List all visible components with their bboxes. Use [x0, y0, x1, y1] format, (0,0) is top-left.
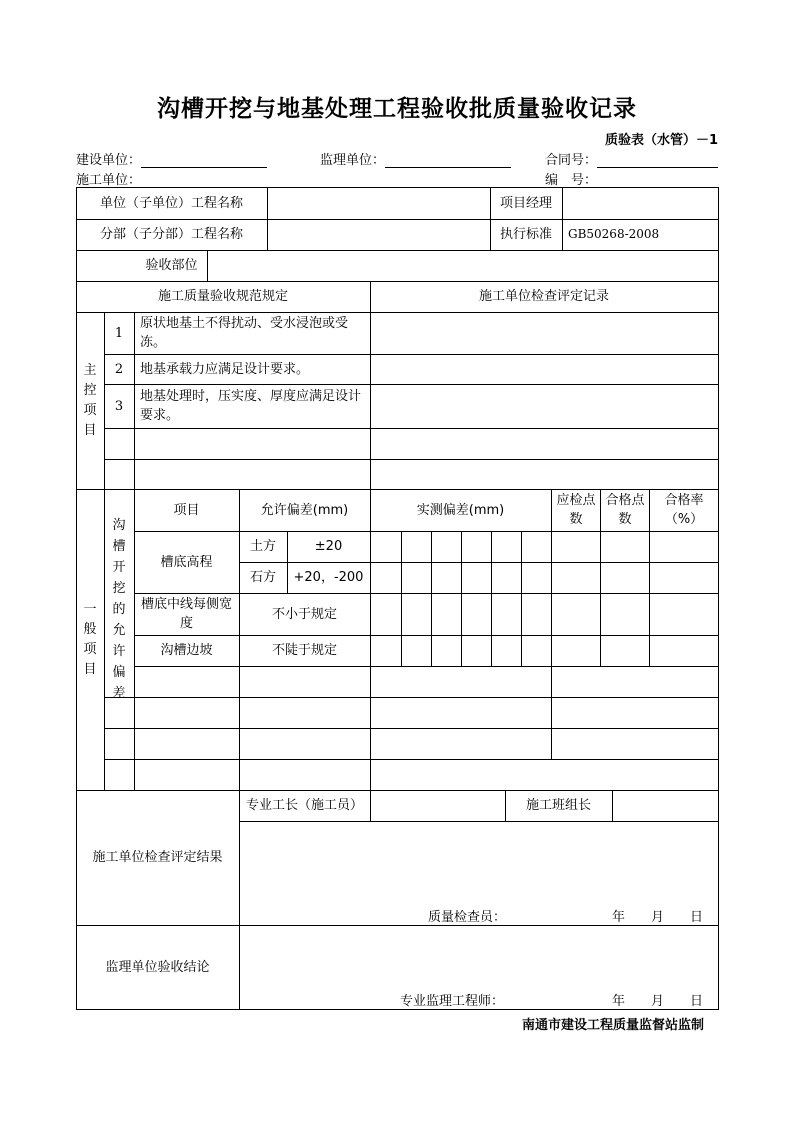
result-label: 施工单位检查评定结果	[92, 850, 223, 865]
standard-value: GB50268-2008	[568, 227, 660, 241]
general-label-char: 般	[83, 621, 97, 637]
serial-no-label: 编 号：	[545, 173, 598, 188]
sub-label-char: 开	[112, 559, 126, 575]
main-item-no: 1	[114, 325, 124, 341]
unit-project-value[interactable]	[267, 187, 490, 219]
width-label: 槽底中线每侧宽度	[140, 597, 232, 631]
col-passed-header: 合格点数	[605, 493, 645, 527]
general-items-label	[76, 489, 104, 790]
standard-label: 执行标准	[499, 227, 552, 242]
col-tolerance-header: 允许偏差(mm)	[260, 502, 349, 518]
trench-tolerance-label	[104, 489, 134, 729]
footer-issuer: 南通市建设工程质量监督站监制	[521, 1018, 704, 1033]
main-item-text: 地基承载力应满足设计要求。	[140, 361, 310, 377]
conclusion-date: 年 月 日	[612, 994, 704, 1009]
col-item-header: 项目	[173, 502, 200, 518]
inspection-part-value[interactable]	[207, 250, 718, 281]
sub-label-char: 挖	[112, 580, 126, 596]
slope-label: 沟槽边坡	[160, 643, 213, 658]
col-checked-header: 应检点数	[556, 493, 596, 527]
general-label-char: 目	[83, 661, 97, 677]
general-label-char: 项	[83, 641, 97, 657]
page-title: 沟槽开挖与地基处理工程验收批质量验收记录	[157, 95, 637, 122]
earth-label: 土方	[249, 539, 276, 554]
col-rate-header: 合格率（%）	[664, 493, 704, 527]
project-manager-label: 项目经理	[499, 195, 552, 211]
team-leader-value[interactable]	[612, 790, 718, 821]
construction-unit-label: 建设单位：	[76, 153, 142, 168]
elevation-label: 槽底高程	[160, 554, 213, 570]
quality-inspector-label: 质量检查员：	[428, 910, 507, 925]
slope-tolerance: 不陡于规定	[271, 643, 337, 658]
general-label-char: 一	[83, 601, 97, 617]
sub-label-char: 槽	[112, 538, 126, 554]
conclusion-label: 监理单位验收结论	[105, 959, 210, 975]
spec-header: 施工质量验收规范规定	[157, 289, 288, 304]
col-measured-header: 实测偏差(mm)	[416, 502, 505, 518]
unit-project-label: 单位（子单位）工程名称	[99, 195, 243, 211]
main-label-char: 控	[83, 382, 97, 398]
main-label-char: 主	[83, 362, 97, 378]
sub-label-char: 的	[112, 601, 126, 617]
main-item-no: 2	[114, 361, 124, 377]
supervising-engineer-label: 专业监理工程师：	[400, 994, 505, 1009]
sub-label-char: 偏	[112, 664, 126, 680]
main-label-char: 项	[83, 402, 97, 418]
project-manager-value[interactable]	[562, 187, 718, 219]
main-item-text: 地基处理时，压实度、厚度应满足设计要求。	[140, 389, 362, 423]
team-leader-label: 施工班组长	[525, 798, 591, 813]
contractor-label: 施工单位：	[76, 173, 142, 188]
contract-no-label: 合同号：	[545, 153, 598, 168]
result-date: 年 月 日	[612, 910, 704, 925]
width-tolerance: 不小于规定	[271, 606, 337, 622]
sub-project-label: 分部（子分部）工程名称	[99, 227, 243, 242]
inspection-part-label: 验收部位	[145, 258, 198, 273]
rock-label: 石方	[249, 570, 276, 585]
form-number: 质验表（水管）－1	[604, 133, 718, 148]
supervision-unit-label: 监理单位：	[320, 153, 386, 168]
sub-label-char: 沟	[112, 517, 126, 533]
rock-tolerance: +20，-200	[293, 570, 364, 585]
sub-label-char: 允	[112, 622, 126, 638]
main-label-char: 目	[83, 422, 97, 438]
sub-project-value[interactable]	[267, 219, 490, 250]
foreman-value[interactable]	[370, 790, 505, 821]
sub-label-char: 许	[112, 643, 126, 659]
main-item-no: 3	[114, 398, 124, 414]
sub-label-char: 差	[112, 685, 126, 701]
foreman-label: 专业工长（施工员）	[245, 798, 363, 813]
main-item-text: 原状地基土不得扰动、受水浸泡或受冻。	[140, 316, 349, 350]
main-items-label	[76, 312, 104, 489]
earth-tolerance: ±20	[314, 539, 343, 554]
record-header: 施工单位检查评定记录	[478, 289, 609, 304]
